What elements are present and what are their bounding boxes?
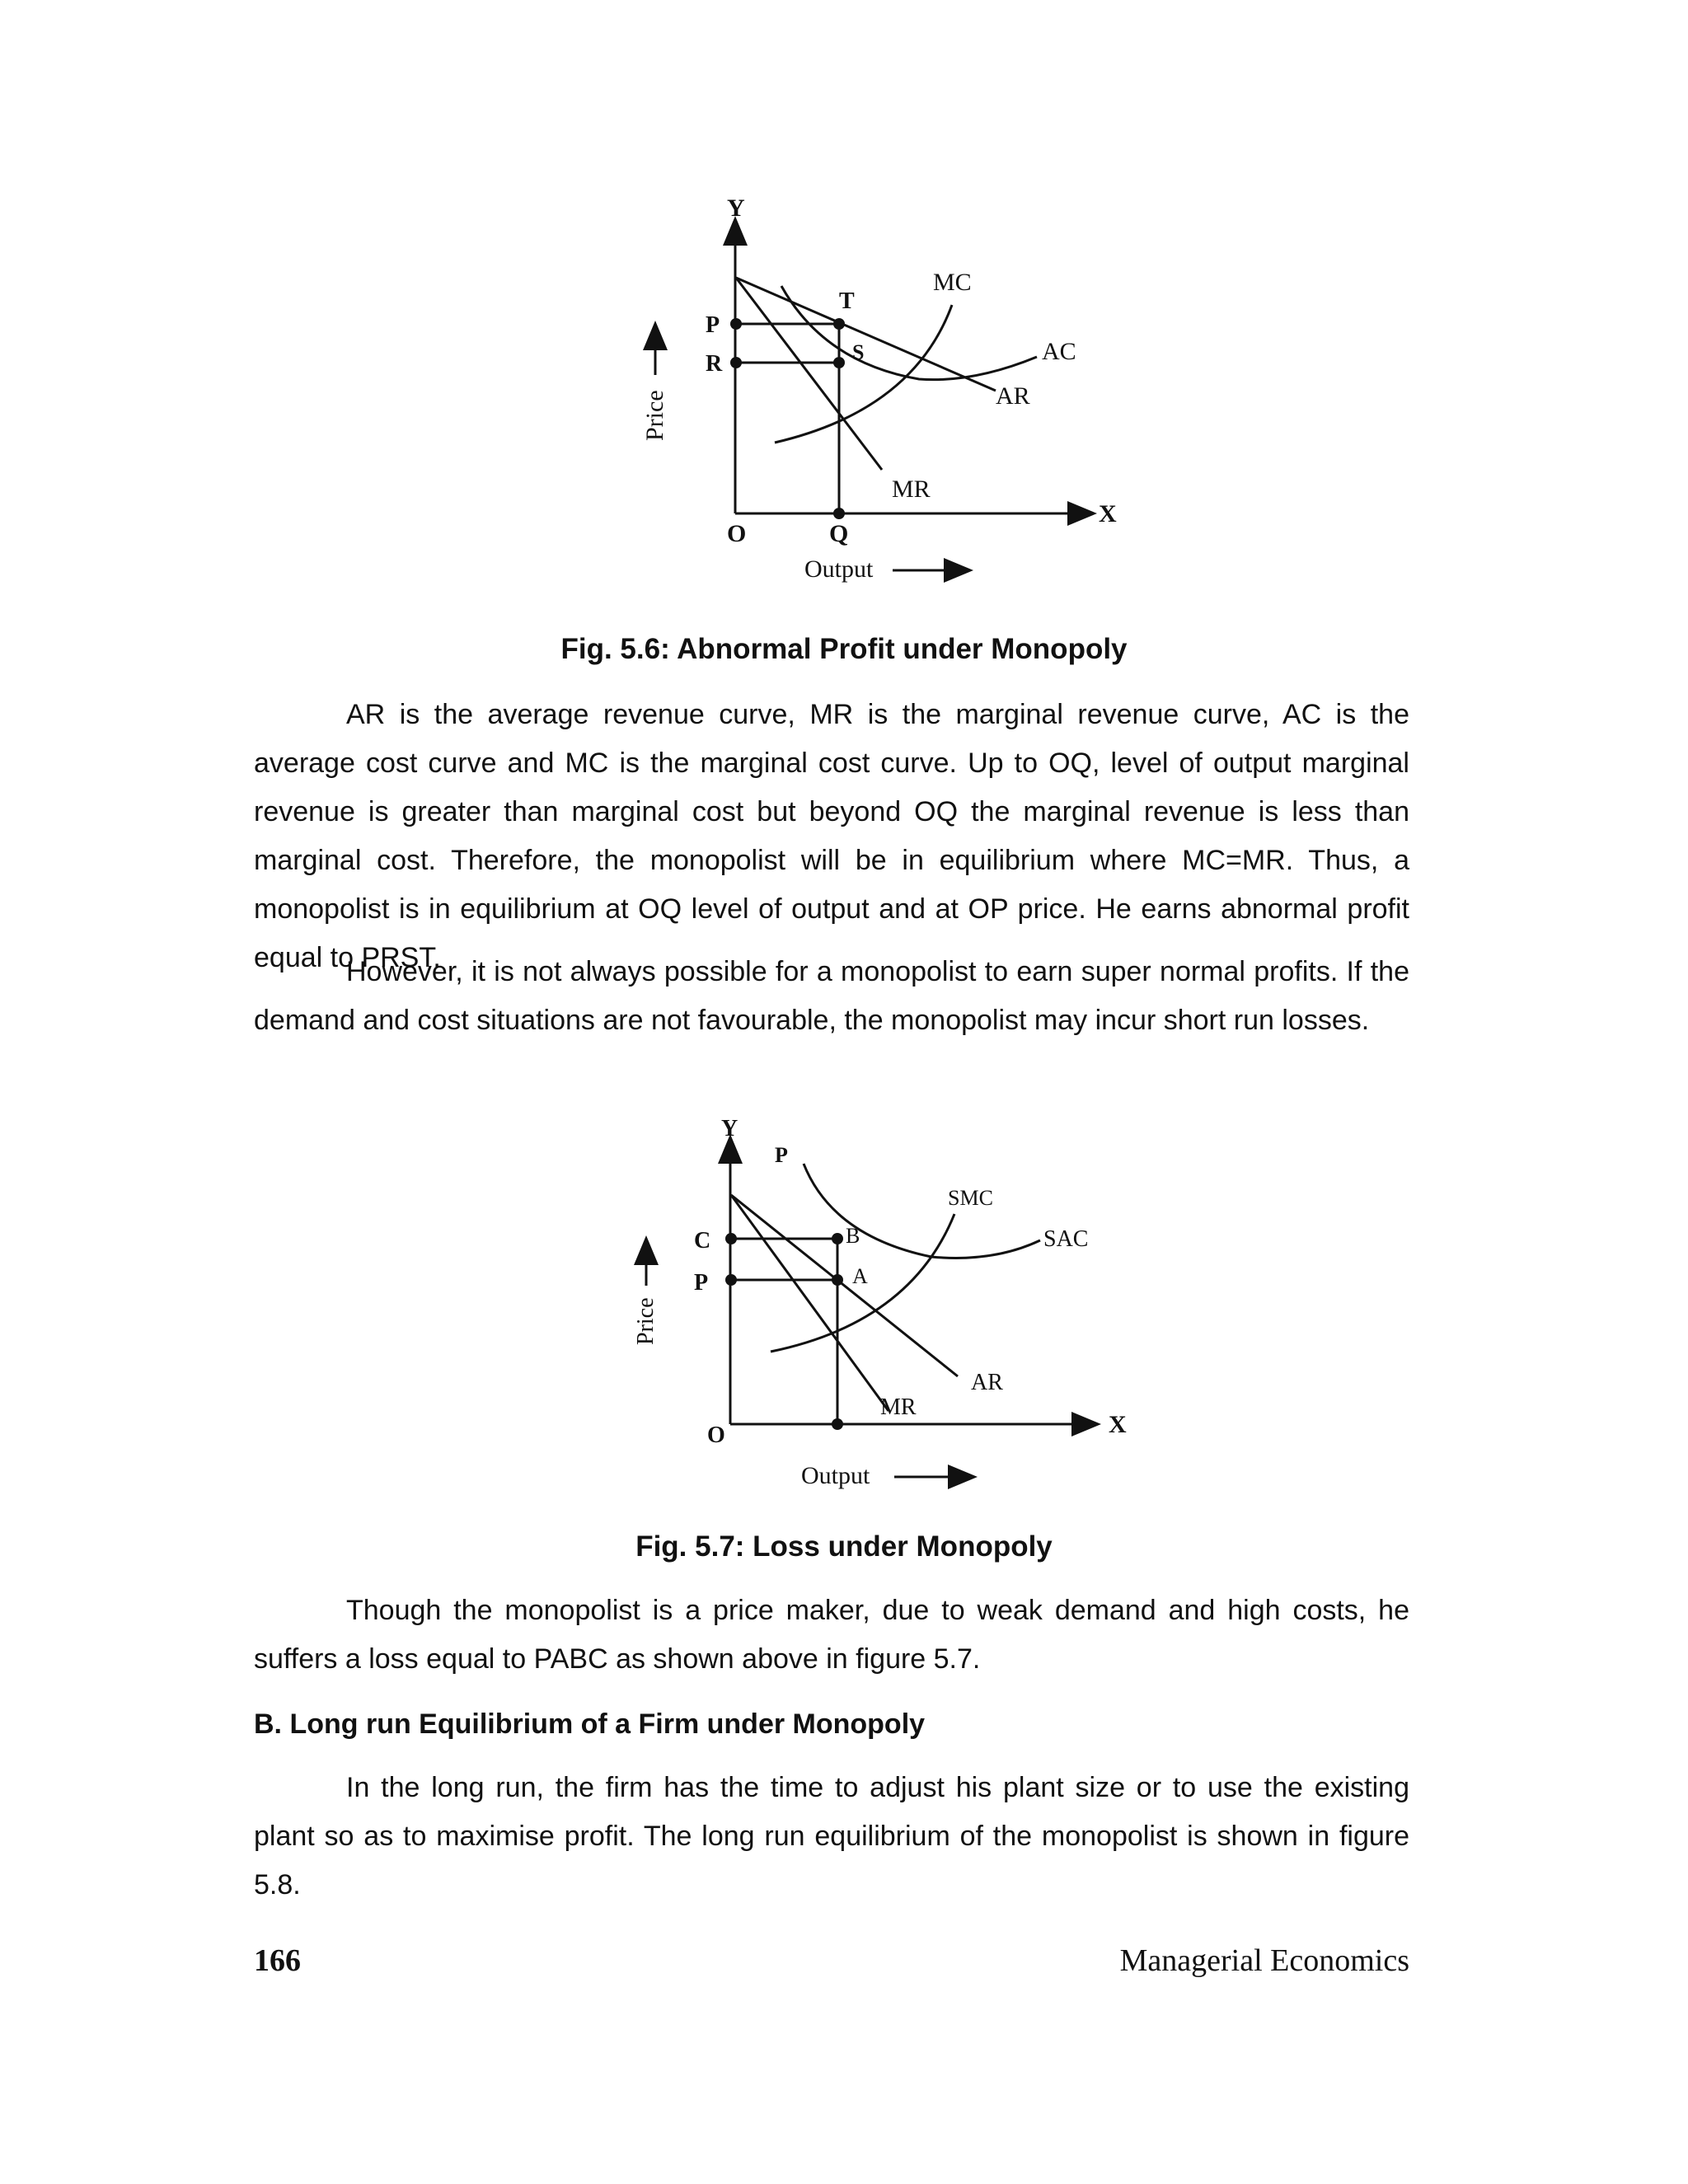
label-ar: AR bbox=[971, 1370, 1003, 1395]
figure-loss bbox=[0, 1104, 1688, 1508]
label-x: X bbox=[1109, 1411, 1127, 1438]
label-t: T bbox=[839, 288, 855, 314]
point-b bbox=[832, 1233, 843, 1244]
label-q: Q bbox=[829, 520, 849, 547]
label-origin: O bbox=[707, 1422, 725, 1448]
ac-curve bbox=[781, 286, 1037, 380]
paragraph-long-run: In the long run, the firm has the time to adjust his plant size or to use the existing plant so as to maximise profit. The long run equilibrium of the monopolist is shown in figure 5.8. bbox=[254, 1772, 1409, 1900]
label-ar: AR bbox=[996, 382, 1030, 410]
page-number: 166 bbox=[254, 1943, 301, 1978]
figure-5-6-svg bbox=[0, 0, 1688, 626]
figure-abnormal-profit bbox=[0, 0, 1688, 626]
label-output: Output bbox=[801, 1462, 870, 1489]
section-heading: B. Long run Equilibrium of a Firm under Monopoly bbox=[254, 1708, 926, 1740]
mc-curve bbox=[775, 305, 952, 443]
label-c: C bbox=[694, 1228, 711, 1254]
label-output: Output bbox=[804, 555, 874, 583]
label-mr: MR bbox=[880, 1394, 917, 1420]
label-s: S bbox=[852, 340, 865, 364]
point-p bbox=[730, 318, 742, 330]
point-q bbox=[832, 1418, 843, 1430]
book-title: Managerial Economics bbox=[1119, 1943, 1409, 1978]
point-a bbox=[832, 1274, 843, 1286]
label-smc: SMC bbox=[948, 1186, 993, 1210]
label-p: P bbox=[694, 1270, 709, 1296]
label-r: R bbox=[706, 351, 723, 377]
point-r bbox=[730, 357, 742, 368]
label-price: Price bbox=[641, 390, 668, 441]
point-q bbox=[833, 508, 845, 519]
figure-5-6-caption: Fig. 5.6: Abnormal Profit under Monopoly bbox=[560, 633, 1128, 665]
paragraph-curves-explanation: AR is the average revenue curve, MR is the marginal revenue curve, AC is the average cost curve and MC is the marginal cost curve. Up to OQ, level of output marginal revenue is greater than marginal cost but beyond OQ the marginal revenue is less than marginal cost. Therefore, the monopolist will be in equilibrium where MC=MR. Thus, a monopolist is in equilibrium at OQ level of output and at OP price. He earns abnormal profit equal to PRST. bbox=[254, 699, 1409, 973]
point-p bbox=[725, 1274, 737, 1286]
label-y: Y bbox=[727, 194, 745, 222]
paragraph-loss-explanation: Though the monopolist is a price maker, due to weak demand and high costs, he suffers a loss equal to PABC as shown above in figure 5.7. bbox=[254, 1595, 1409, 1675]
point-c bbox=[725, 1233, 737, 1244]
label-x: X bbox=[1099, 500, 1117, 527]
label-origin: O bbox=[727, 520, 747, 547]
label-p: P bbox=[706, 312, 720, 338]
figure-5-7-svg bbox=[0, 1104, 1688, 1508]
label-mr: MR bbox=[892, 476, 931, 503]
label-a: A bbox=[852, 1264, 868, 1288]
paragraph-losses-intro: However, it is not always possible for a monopolist to earn super normal profits. If the demand and cost situations are not favourable, the monopolist may incur short run losses. bbox=[254, 956, 1409, 1036]
point-t bbox=[833, 318, 845, 330]
label-ac: AC bbox=[1042, 338, 1076, 365]
figure-5-7-caption: Fig. 5.7: Loss under Monopoly bbox=[635, 1530, 1053, 1563]
label-y: Y bbox=[721, 1116, 738, 1141]
mr-curve bbox=[736, 278, 882, 470]
label-b: B bbox=[846, 1224, 860, 1248]
label-mc: MC bbox=[933, 269, 972, 296]
point-s bbox=[833, 357, 845, 368]
label-price: Price bbox=[633, 1297, 659, 1345]
label-sac: SAC bbox=[1043, 1226, 1089, 1252]
label-p-curve: P bbox=[775, 1143, 788, 1167]
